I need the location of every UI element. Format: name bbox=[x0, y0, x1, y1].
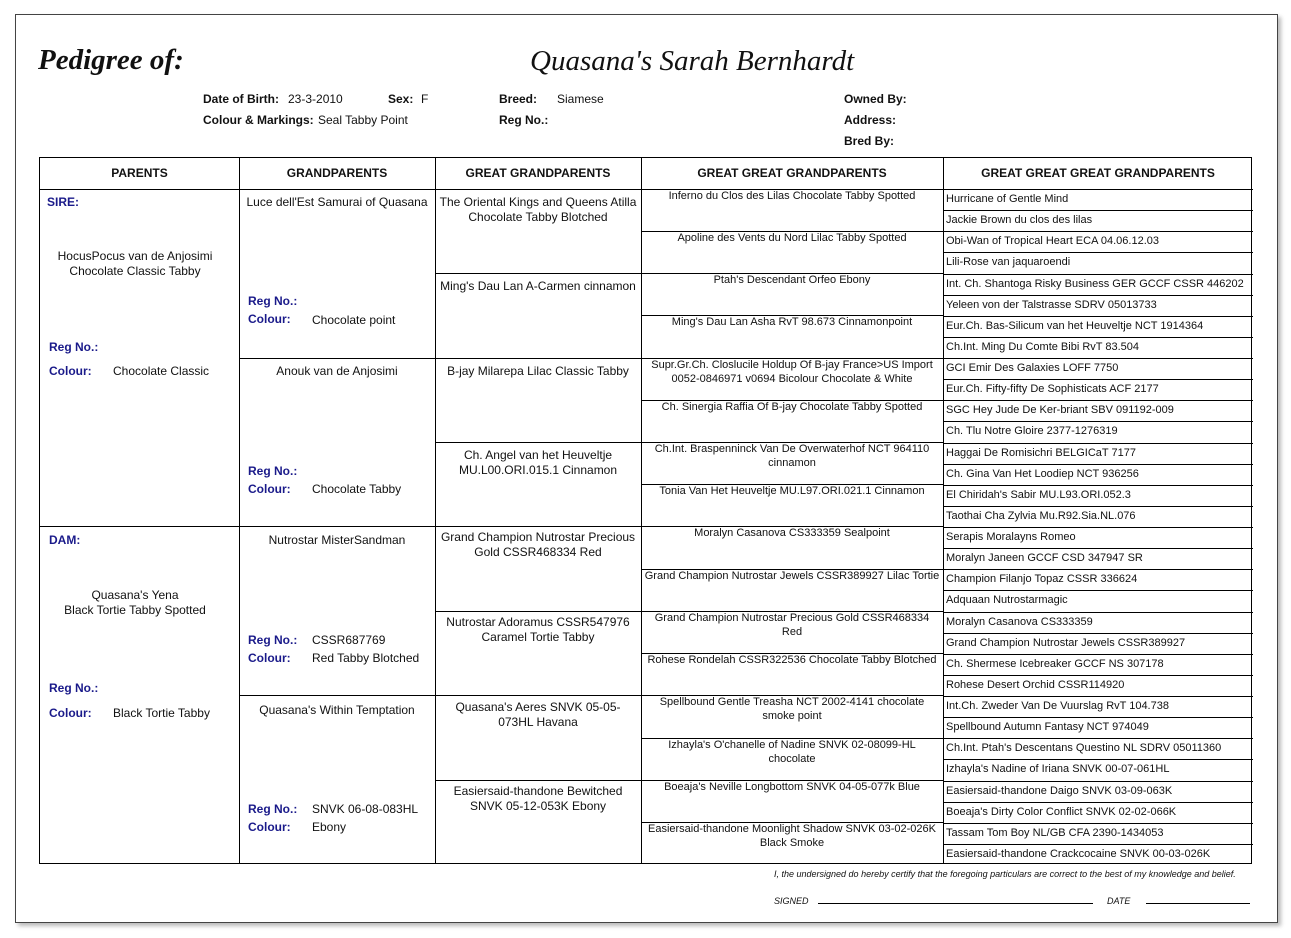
grandparent-3-reg-label: Reg No.: bbox=[248, 633, 298, 647]
ggg-grandparent-14: Ch. Gina Van Het Loodiep NCT 936256 bbox=[946, 467, 1139, 480]
ggg-grandparent-20: Adquaan Nutrostarmagic bbox=[946, 594, 1068, 607]
grandparent-1-reg-label: Reg No.: bbox=[248, 294, 298, 308]
gg-grandparent-2: Apoline des Vents du Nord Lilac Tabby Spotted bbox=[677, 232, 907, 244]
gg-grandparent-3: Ptah's Descendant Orfeo Ebony bbox=[713, 274, 871, 286]
dam-label: DAM: bbox=[49, 533, 81, 547]
header-parents: PARENTS bbox=[111, 166, 168, 180]
great-grandparent-3: B-jay Milarepa Lilac Classic Tabby bbox=[447, 364, 629, 378]
great-grandparent-8: Easiersaid-thandone Bewitched SNVK 05-12-053K Ebony bbox=[453, 784, 623, 813]
pedigree-title-label: Pedigree of: bbox=[38, 44, 184, 76]
ggg-grandparent-28: Izhayla's Nadine of Iriana SNVK 00-07-061HL bbox=[946, 763, 1170, 776]
reg-no-label: Reg No.: bbox=[499, 113, 549, 127]
ggg-grandparent-9: GCI Emir Des Galaxies LOFF 7750 bbox=[946, 362, 1119, 374]
ggg-grandparent-17: Serapis Moralayns Romeo bbox=[946, 531, 1076, 543]
grandparent-3-colour-label: Colour: bbox=[248, 651, 291, 665]
grandparent-3-colour: Red Tabby Blotched bbox=[312, 651, 420, 665]
sire-colour-label: Colour: bbox=[49, 364, 92, 378]
ggg-grandparent-10: Eur.Ch. Fifty-fifty De Sophisticats ACF 2177 bbox=[946, 383, 1159, 396]
owned-by-label: Owned By: bbox=[844, 92, 907, 106]
gg-grandparent-13: Spellbound Gentle Treasha NCT 2002-4141 chocolate smoke point bbox=[659, 696, 925, 722]
grandparent-4-colour: Ebony bbox=[312, 820, 347, 834]
ggg-grandparent-31: Tassam Tom Boy NL/GB CFA 2390-1434053 bbox=[946, 826, 1164, 839]
ggg-grandparent-21: Moralyn Casanova CS333359 bbox=[946, 615, 1093, 628]
colour-markings-value: Seal Tabby Point bbox=[318, 113, 408, 127]
sire-label: SIRE: bbox=[47, 195, 80, 209]
great-grandparent-4: Ch. Angel van het Heuveltje MU.L00.ORI.015.1 Cinnamon bbox=[458, 448, 618, 477]
address-label: Address: bbox=[844, 113, 897, 127]
ggg-grandparent-1: Hurricane of Gentle Mind bbox=[946, 193, 1069, 205]
ggg-grandparent-13: Haggai De Romisichri BELGICaT 7177 bbox=[946, 446, 1136, 459]
grandparent-1-colour-label: Colour: bbox=[248, 312, 291, 326]
ggg-grandparent-16: Taothai Cha Zylvia Mu.R92.Sia.NL.076 bbox=[946, 509, 1136, 522]
date-label: DATE bbox=[1107, 896, 1131, 906]
sire-name: HocusPocus van de Anjosimi bbox=[57, 249, 213, 263]
header-great-great-grandparents: GREAT GREAT GRANDPARENTS bbox=[697, 166, 887, 180]
ggg-grandparent-32: Easiersaid-thandone Crackcocaine SNVK 00-03-026K bbox=[946, 847, 1211, 860]
grandparent-4-reg-label: Reg No.: bbox=[248, 802, 298, 816]
grandparent-4-colour-label: Colour: bbox=[248, 820, 291, 834]
breed-label: Breed: bbox=[499, 92, 538, 106]
grandparent-3-reg: CSSR687769 bbox=[312, 633, 386, 647]
gg-grandparent-11: Grand Champion Nutrostar Precious Gold CSSR468334 Red bbox=[654, 612, 930, 638]
great-grandparent-1: The Oriental Kings and Queens Atilla Chocolate Tabby Blotched bbox=[439, 195, 637, 224]
grandparent-2-reg-label: Reg No.: bbox=[248, 464, 298, 478]
ggg-grandparent-3: Obi-Wan of Tropical Heart ECA 04.06.12.03 bbox=[946, 235, 1159, 248]
ggg-grandparent-22: Grand Champion Nutrostar Jewels CSSR389927 bbox=[946, 636, 1186, 649]
ggg-grandparent-15: El Chiridah's Sabir MU.L93.ORI.052.3 bbox=[946, 488, 1131, 501]
grandparent-4-name: Quasana's Within Temptation bbox=[259, 703, 415, 717]
date-line[interactable] bbox=[1146, 903, 1250, 904]
ggg-grandparent-30: Boeaja's Dirty Color Conflict SNVK 02-02-066K bbox=[946, 805, 1177, 818]
grandparent-1-colour: Chocolate point bbox=[312, 313, 396, 327]
grandparent-2-name: Anouk van de Anjosimi bbox=[276, 364, 398, 378]
bred-by-label: Bred By: bbox=[844, 134, 895, 148]
grandparent-3-name: Nutrostar MisterSandman bbox=[268, 533, 406, 547]
ggg-grandparent-19: Champion Filanjo Topaz CSSR 336624 bbox=[946, 573, 1138, 586]
great-grandparent-7: Quasana's Aeres SNVK 05-05-073HL Havana bbox=[455, 700, 621, 729]
header-grandparents: GRANDPARENTS bbox=[286, 166, 388, 180]
gg-grandparent-9: Moralyn Casanova CS333359 Sealpoint bbox=[694, 527, 890, 539]
ggg-grandparent-4: Lili-Rose van jaquaroendi bbox=[946, 256, 1071, 269]
ggg-grandparent-25: Int.Ch. Zweder Van De Vuurslag RvT 104.738 bbox=[946, 700, 1169, 712]
dam-reg-label: Reg No.: bbox=[49, 681, 99, 695]
ggg-grandparent-7: Eur.Ch. Bas-Silicum van het Heuveltje NCT 1914364 bbox=[946, 319, 1204, 332]
sire-colour-desc: Chocolate Classic Tabby bbox=[69, 264, 201, 278]
gg-grandparent-10: Grand Champion Nutrostar Jewels CSSR389927 Lilac Tortie bbox=[644, 570, 940, 582]
sire-colour-value: Chocolate Classic bbox=[113, 364, 210, 378]
dob-label: Date of Birth: bbox=[203, 92, 279, 106]
gg-grandparent-5: Supr.Gr.Ch. Closlucile Holdup Of B-jay France>US Import 0052-0846971 v0694 Bicolour Chocolate & White bbox=[651, 359, 933, 385]
sire-reg-label: Reg No.: bbox=[49, 340, 99, 354]
gg-grandparent-1: Inferno du Clos des Lilas Chocolate Tabby Spotted bbox=[668, 190, 916, 202]
signed-label: SIGNED bbox=[774, 896, 809, 906]
grandparent-1-name: Luce dell'Est Samurai of Quasana bbox=[246, 195, 428, 209]
gg-grandparent-15: Boeaja's Neville Longbottom SNVK 04-05-077k Blue bbox=[664, 781, 920, 793]
great-grandparent-2: Ming's Dau Lan A-Carmen cinnamon bbox=[440, 279, 636, 293]
dob-value: 23-3-2010 bbox=[288, 92, 343, 106]
ggg-grandparent-23: Ch. Shermese Icebreaker GCCF NS 307178 bbox=[946, 657, 1164, 670]
breed-value: Siamese bbox=[557, 92, 604, 106]
ggg-grandparent-11: SGC Hey Jude De Ker-briant SBV 091192-009 bbox=[946, 404, 1174, 417]
signature-line[interactable] bbox=[818, 903, 1093, 904]
great-grandparent-6: Nutrostar Adoramus CSSR547976 Caramel Tortie Tabby bbox=[446, 615, 630, 644]
grandparent-4-reg: SNVK 06-08-083HL bbox=[312, 802, 419, 816]
gg-grandparent-7: Ch.Int. Braspenninck Van De Overwaterhof NCT 964110 cinnamon bbox=[654, 443, 930, 469]
grandparent-2-colour-label: Colour: bbox=[248, 482, 291, 496]
certification-text: I, the undersigned do hereby certify that the foregoing particulars are correct to the best of my knowledge and belief. bbox=[774, 869, 1236, 879]
ggg-grandparent-12: Ch. Tlu Notre Gloire 2377-1276319 bbox=[946, 425, 1118, 438]
ggg-grandparent-8: Ch.Int. Ming Du Comte Bibi RvT 83.504 bbox=[946, 340, 1139, 353]
sex-value: F bbox=[421, 92, 429, 106]
ggg-grandparent-2: Jackie Brown du clos des lilas bbox=[946, 214, 1093, 227]
gg-grandparent-12: Rohese Rondelah CSSR322536 Chocolate Tabby Blotched bbox=[647, 654, 937, 666]
gg-grandparent-6: Ch. Sinergia Raffia Of B-jay Chocolate Tabby Spotted bbox=[661, 401, 923, 413]
great-grandparent-5: Grand Champion Nutrostar Precious Gold CSSR468334 Red bbox=[440, 530, 636, 559]
ggg-grandparent-6: Yeleen von der Talstrasse SDRV 05013733 bbox=[946, 298, 1157, 311]
ggg-grandparent-24: Rohese Desert Orchid CSSR114920 bbox=[946, 678, 1125, 691]
dam-colour-value: Black Tortie Tabby bbox=[113, 706, 210, 720]
ggg-grandparent-27: Ch.Int. Ptah's Descentans Questino NL SDRV 05011360 bbox=[946, 742, 1222, 755]
gg-grandparent-16: Easiersaid-thandone Moonlight Shadow SNVK 03-02-026K Black Smoke bbox=[647, 823, 936, 849]
ggg-grandparent-26: Spellbound Autumn Fantasy NCT 974049 bbox=[946, 721, 1149, 734]
pedigree-table bbox=[39, 157, 1252, 864]
gg-grandparent-8: Tonia Van Het Heuveltje MU.L97.ORI.021.1 Cinnamon bbox=[659, 485, 925, 497]
gg-grandparent-4: Ming's Dau Lan Asha RvT 98.673 Cinnamonpoint bbox=[671, 316, 913, 328]
colour-markings-label: Colour & Markings: bbox=[203, 113, 314, 127]
ggg-grandparent-18: Moralyn Janeen GCCF CSD 347947 SR bbox=[946, 552, 1143, 565]
sex-label: Sex: bbox=[388, 92, 414, 106]
grandparent-2-colour: Chocolate Tabby bbox=[312, 482, 402, 496]
ggg-grandparent-5: Int. Ch. Shantoga Risky Business GER GCCF CSSR 446202 bbox=[946, 277, 1244, 290]
gg-grandparent-14: Izhayla's O'chanelle of Nadine SNVK 02-08099-HL chocolate bbox=[668, 739, 916, 765]
cat-name-title: Quasana's Sarah Bernhardt bbox=[530, 45, 855, 77]
dam-colour-desc: Black Tortie Tabby Spotted bbox=[64, 603, 206, 617]
dam-name: Quasana's Yena bbox=[91, 588, 179, 602]
dam-colour-label: Colour: bbox=[49, 706, 92, 720]
header-great-grandparents: GREAT GRANDPARENTS bbox=[465, 166, 611, 180]
header-great-great-great-grandparents: GREAT GREAT GREAT GRANDPARENTS bbox=[981, 166, 1215, 180]
ggg-grandparent-29: Easiersaid-thandone Daigo SNVK 03-09-063K bbox=[946, 784, 1173, 797]
